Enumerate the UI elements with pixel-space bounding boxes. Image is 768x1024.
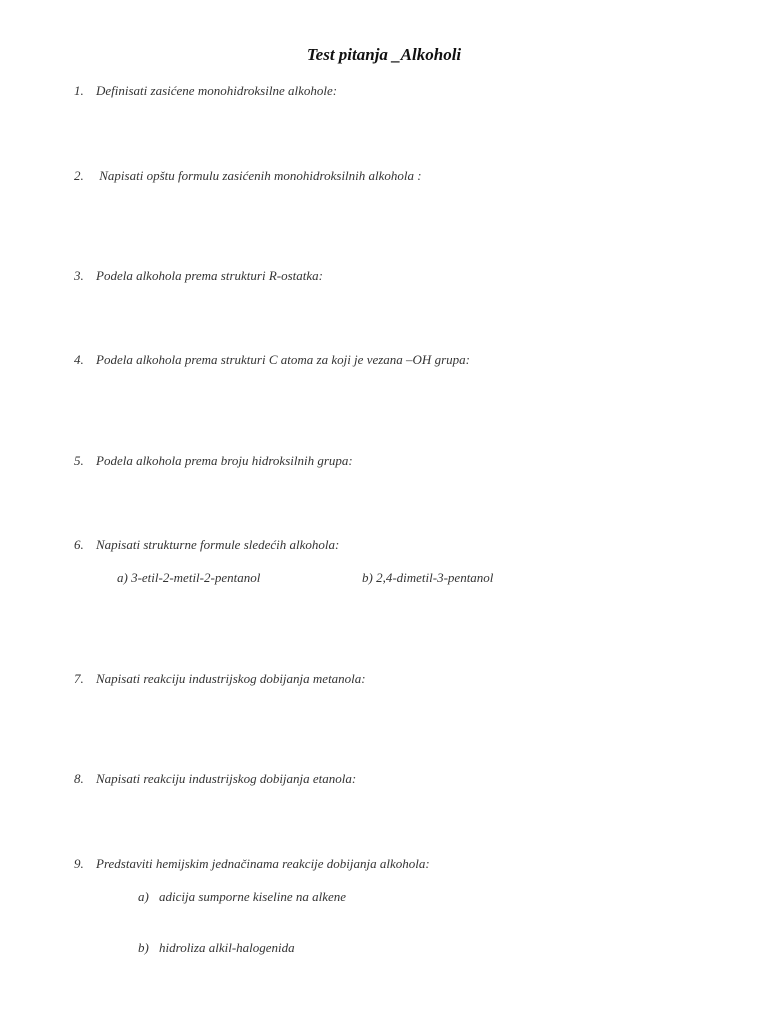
question-number: 9. bbox=[74, 856, 84, 871]
question-number: 7. bbox=[74, 671, 84, 686]
document-title: Test pitanja _Alkoholi bbox=[306, 45, 462, 64]
question-7 bbox=[74, 671, 366, 687]
question-text: Napisati strukturne formule sledećih alkohola: bbox=[96, 537, 340, 552]
question-text: Podela alkohola prema broju hidroksilnih grupa: bbox=[96, 453, 353, 468]
item-text: hidroliza alkil-halogenida bbox=[159, 940, 295, 955]
question-number: 2. bbox=[74, 168, 84, 183]
question-6 bbox=[74, 537, 339, 553]
question-text: Napisati reakciju industrijskog dobijanja metanola: bbox=[96, 671, 366, 686]
question-text: Definisati zasićene monohidroksilne alkohole: bbox=[96, 83, 338, 98]
question-5 bbox=[74, 453, 353, 469]
question-4 bbox=[74, 352, 470, 368]
question-text: Predstaviti hemijskim jednačinama reakcije dobijanja alkohola: bbox=[96, 856, 430, 871]
question-number: 8. bbox=[74, 771, 84, 786]
question-number: 1. bbox=[74, 83, 84, 98]
question-2 bbox=[74, 168, 422, 184]
question-9-item-b bbox=[138, 940, 295, 956]
question-text: Podela alkohola prema strukturi R-ostatka: bbox=[96, 268, 323, 283]
question-number: 6. bbox=[74, 537, 84, 552]
item-text: adicija sumporne kiseline na alkene bbox=[159, 889, 347, 904]
question-number: 4. bbox=[74, 352, 84, 367]
question-number: 5. bbox=[74, 453, 84, 468]
question-1 bbox=[74, 83, 337, 99]
question-3 bbox=[74, 268, 323, 284]
item-letter: a) bbox=[138, 889, 149, 904]
question-8 bbox=[74, 771, 356, 787]
question-6-item-b: b) 2,4-dimetil-3-pentanol bbox=[362, 570, 494, 585]
question-9-item-a bbox=[138, 889, 346, 905]
question-6-item-a: a) 3-etil-2-metil-2-pentanol bbox=[117, 570, 261, 585]
question-text: Napisati reakciju industrijskog dobijanja etanola: bbox=[96, 771, 357, 786]
item-letter: b) bbox=[138, 940, 149, 955]
question-text: Podela alkohola prema strukturi C atoma za koji je vezana –OH grupa: bbox=[96, 352, 470, 367]
question-text: Napisati opštu formulu zasićenih monohidroksilnih alkohola : bbox=[96, 168, 422, 183]
question-9 bbox=[74, 856, 430, 872]
question-number: 3. bbox=[74, 268, 84, 283]
